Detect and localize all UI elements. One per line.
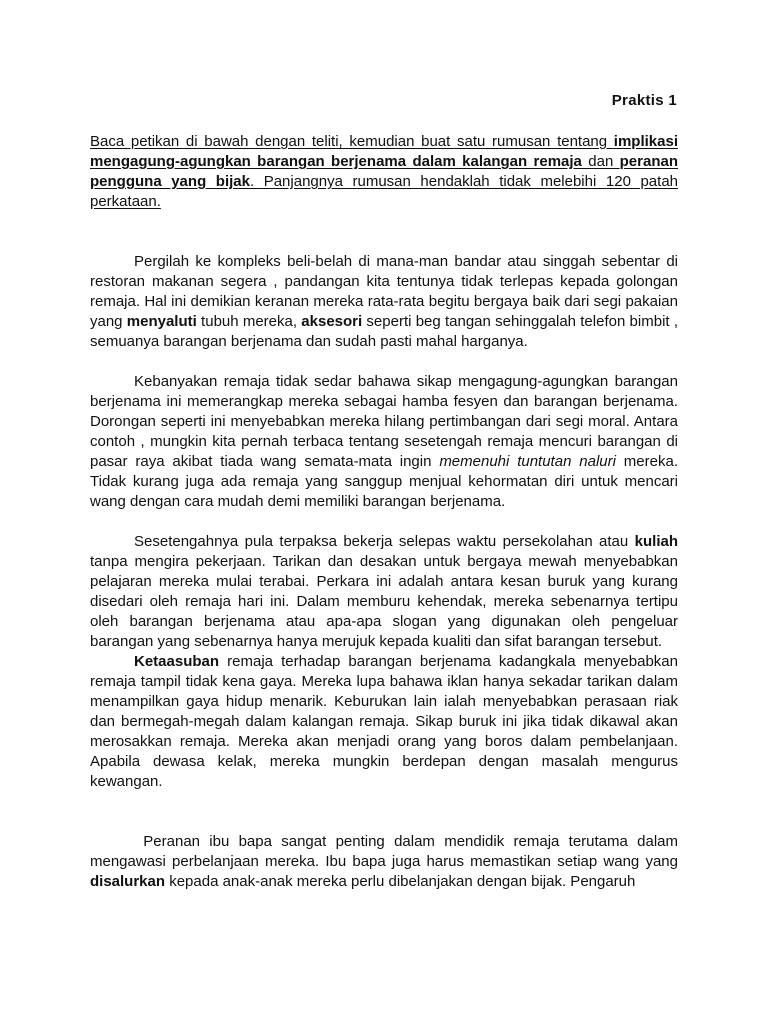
paragraph-4 xyxy=(90,652,678,792)
bold-term: Ketaasuban xyxy=(134,653,220,670)
bold-term: menyaluti xyxy=(126,313,197,330)
paragraph-text: Peranan ibu bapa sangat penting dalam mendidik remaja terutama dalam mengawasi perbelanjaan mereka. Ibu bapa juga harus memastikan setiap wang yang xyxy=(90,833,678,870)
paragraph-text: Sesetengahnya pula terpaksa bekerja selepas waktu persekolahan atau xyxy=(134,533,635,550)
paragraph-text: kepada anak-anak mereka perlu dibelanjakan dengan bijak. Pengaruh xyxy=(165,873,636,890)
bold-term: disalurkan xyxy=(90,873,166,890)
page-title: Praktis 1 xyxy=(611,92,677,109)
paragraph-text: remaja terhadap barangan berjenama kadangkala menyebabkan remaja tampil tidak kena gaya. Mereka lupa bahawa iklan hanya sekadar tarikan dalam menampilkan gaya hidup menarik. Keburukan lain ialah menyebabkan perasaan riak dan bermegah-megah dalam kalangan remaja. Sikap buruk ini jika tidak dikawal akan merosakkan remaja. Mereka akan menjadi orang yang boros dalam pembelanjaan. Apabila dewasa kelak, mereka mungkin berdepan dengan masalah mengurus kewangan. xyxy=(90,653,678,790)
paragraph-text: Pergilah ke kompleks beli-belah di mana-man bandar atau singgah sebentar di restoran makanan segera , pandangan kita tentunya tidak terlepas kepada golongan remaja. Hal ini demikian keranan mereka rata-rata begitu bergaya baik dari segi pakaian yang xyxy=(90,253,678,330)
paragraph-1 xyxy=(90,252,678,352)
paragraph-text: tanpa mengira pekerjaan. Tarikan dan desakan untuk bergaya mewah menyebabkan pelajaran mereka mulai terabai. Perkara ini adalah antara kesan buruk yang kurang disedari oleh remaja hari ini. Dalam memburu kehendak, mereka sebenarnya tertipu oleh barangan berjenama atau apa-apa slogan yang digunakan oleh pengeluar barangan yang sebenarnya hanya merujuk kepada kualiti dan sifat barangan tersebut. xyxy=(90,553,678,650)
instruction-text-part: dan xyxy=(581,153,620,170)
instruction-bold-implication: implikasi mengagung-agungkan barangan berjenama dalam kalangan remaja xyxy=(90,133,678,170)
instruction-text xyxy=(90,132,678,212)
instruction-text-part: Baca petikan di bawah dengan teliti, kemudian buat satu rumusan tentang xyxy=(90,133,614,150)
instruction-text-part: . Panjangnya rumusan hendaklah tidak melebihi 120 patah perkataan. xyxy=(90,173,679,210)
paragraph-2 xyxy=(90,372,678,512)
paragraph-text: tubuh mereka, xyxy=(196,313,302,330)
paragraph-text: mereka. Tidak kurang juga ada remaja yang sanggup menjual kehormatan diri untuk mencari wang dengan cara mudah demi memiliki barangan berjenama. xyxy=(90,453,678,510)
paragraph-text: seperti beg tangan sehinggalah telefon bimbit , semuanya barangan berjenama dan sudah pasti mahal harganya. xyxy=(90,313,678,350)
instruction-bold-role: peranan pengguna yang bijak xyxy=(90,153,678,190)
paragraph-5 xyxy=(90,832,678,892)
paragraph-3 xyxy=(90,532,678,652)
italic-term: memenuhi tuntutan naluri xyxy=(439,453,616,470)
paragraph-text: Kebanyakan remaja tidak sedar bahawa sikap mengagung-agungkan barangan berjenama ini memerangkap mereka sebagai hamba fesyen dan barangan berjenama. Dorongan seperti ini menyebabkan mereka hilang pertimbangan dari segi moral. Antara contoh , mungkin kita pernah terbaca tentang sesetengah remaja mencuri barangan di pasar raya akibat tiada wang semata-mata ingin xyxy=(90,373,678,470)
bold-term: kuliah xyxy=(634,533,678,550)
bold-term: aksesori xyxy=(301,313,363,330)
